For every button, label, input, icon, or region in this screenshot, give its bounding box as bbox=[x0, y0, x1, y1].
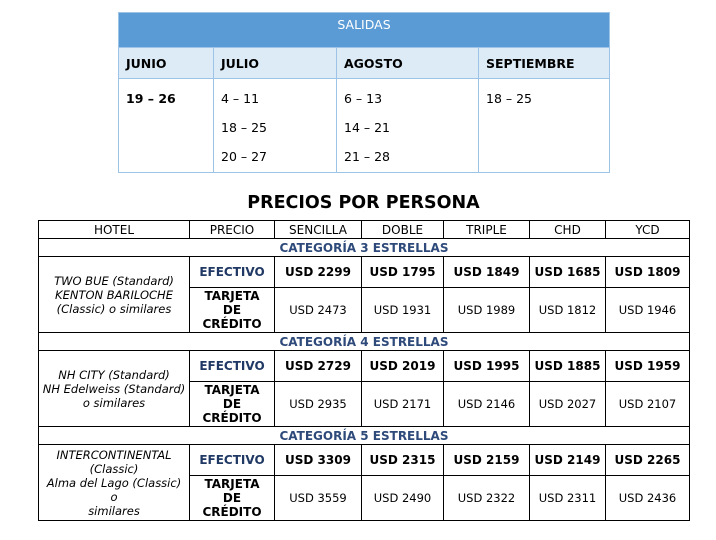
price-chd: USD 2027 bbox=[530, 382, 606, 427]
tarjeta-label-line: CRÉDITO bbox=[202, 505, 262, 519]
precios-title: PRECIOS POR PERSONA bbox=[247, 193, 480, 213]
date-range: 14 – 21 bbox=[344, 120, 391, 135]
date-range: 4 – 11 bbox=[221, 91, 260, 106]
salidas-months-row bbox=[119, 48, 610, 79]
price-sencilla: USD 2299 bbox=[275, 257, 362, 288]
tarjeta-label bbox=[190, 382, 275, 427]
col-triple: TRIPLE bbox=[444, 221, 530, 239]
price-sencilla: USD 2473 bbox=[275, 288, 362, 333]
category-title: CATEGORÍA 5 ESTRELLAS bbox=[39, 427, 690, 445]
hotel-cell bbox=[39, 257, 190, 333]
salidas-dates-row bbox=[119, 79, 610, 173]
tarjeta-label bbox=[190, 288, 275, 333]
month-septiembre: SEPTIEMBRE bbox=[479, 48, 610, 79]
tarjeta-label-line: DE bbox=[222, 303, 242, 317]
salidas-title: SALIDAS bbox=[119, 13, 610, 48]
hotel-line: TWO BUE (Standard) bbox=[54, 273, 174, 288]
price-ycd: USD 2265 bbox=[606, 445, 690, 476]
dates-julio bbox=[214, 79, 337, 173]
price-triple: USD 2159 bbox=[444, 445, 530, 476]
price-ycd: USD 1809 bbox=[606, 257, 690, 288]
hotel-line: o similares bbox=[82, 395, 146, 410]
price-doble: USD 1931 bbox=[362, 288, 444, 333]
price-sencilla: USD 3559 bbox=[275, 476, 362, 521]
price-chd: USD 2311 bbox=[530, 476, 606, 521]
price-ycd: USD 1946 bbox=[606, 288, 690, 333]
price-chd: USD 2149 bbox=[530, 445, 606, 476]
salidas-header-row bbox=[119, 13, 610, 48]
price-doble: USD 1795 bbox=[362, 257, 444, 288]
date-range: 20 – 27 bbox=[221, 149, 268, 164]
col-sencilla: SENCILLA bbox=[275, 221, 362, 239]
date-range: 19 – 26 bbox=[126, 91, 176, 106]
tarjeta-label-line: DE bbox=[222, 491, 242, 505]
price-chd: USD 1885 bbox=[530, 351, 606, 382]
category-row bbox=[39, 427, 690, 445]
precios-table bbox=[38, 220, 690, 521]
dates-septiembre bbox=[479, 79, 610, 173]
price-ycd: USD 2107 bbox=[606, 382, 690, 427]
date-range: 21 – 28 bbox=[344, 149, 391, 164]
efectivo-row bbox=[39, 445, 690, 476]
price-triple: USD 2146 bbox=[444, 382, 530, 427]
dates-agosto bbox=[337, 79, 479, 173]
hotel-cell bbox=[39, 445, 190, 521]
price-doble: USD 2490 bbox=[362, 476, 444, 521]
price-triple: USD 1995 bbox=[444, 351, 530, 382]
tarjeta-label-line: CRÉDITO bbox=[202, 411, 262, 425]
tarjeta-label-line: TARJETA bbox=[204, 383, 260, 397]
tarjeta-label-line: TARJETA bbox=[204, 477, 260, 491]
category-row bbox=[39, 239, 690, 257]
month-julio: JULIO bbox=[214, 48, 337, 79]
col-ycd: YCD bbox=[606, 221, 690, 239]
tarjeta-label-line: TARJETA bbox=[204, 289, 260, 303]
dates-junio bbox=[119, 79, 214, 173]
price-chd: USD 1685 bbox=[530, 257, 606, 288]
hotel-line: Alma del Lago (Classic) o bbox=[46, 475, 182, 504]
price-sencilla: USD 3309 bbox=[275, 445, 362, 476]
hotel-line: INTERCONTINENTAL bbox=[56, 447, 172, 462]
col-precio: PRECIO bbox=[190, 221, 275, 239]
price-ycd: USD 1959 bbox=[606, 351, 690, 382]
hotel-line: (Classic) bbox=[89, 461, 139, 476]
col-chd: CHD bbox=[530, 221, 606, 239]
hotel-line: similares bbox=[88, 503, 140, 518]
date-range: 18 – 25 bbox=[221, 120, 268, 135]
hotel-line: (Classic) o similares bbox=[56, 301, 172, 316]
efectivo-row bbox=[39, 351, 690, 382]
precios-header-row bbox=[39, 221, 690, 239]
category-row bbox=[39, 333, 690, 351]
date-range: 6 – 13 bbox=[344, 91, 383, 106]
tarjeta-label bbox=[190, 476, 275, 521]
price-sencilla: USD 2729 bbox=[275, 351, 362, 382]
month-agosto: AGOSTO bbox=[337, 48, 479, 79]
price-triple: USD 1849 bbox=[444, 257, 530, 288]
hotel-cell bbox=[39, 351, 190, 427]
price-chd: USD 1812 bbox=[530, 288, 606, 333]
price-doble: USD 2171 bbox=[362, 382, 444, 427]
category-title: CATEGORÍA 3 ESTRELLAS bbox=[39, 239, 690, 257]
price-triple: USD 2322 bbox=[444, 476, 530, 521]
hotel-line: NH Edelweiss (Standard) bbox=[42, 381, 186, 396]
price-ycd: USD 2436 bbox=[606, 476, 690, 521]
price-triple: USD 1989 bbox=[444, 288, 530, 333]
efectivo-label: EFECTIVO bbox=[190, 257, 275, 288]
efectivo-label: EFECTIVO bbox=[190, 445, 275, 476]
date-range: 18 – 25 bbox=[486, 91, 533, 106]
price-doble: USD 2019 bbox=[362, 351, 444, 382]
efectivo-row bbox=[39, 257, 690, 288]
col-hotel: HOTEL bbox=[39, 221, 190, 239]
price-sencilla: USD 2935 bbox=[275, 382, 362, 427]
tarjeta-label-line: DE bbox=[222, 397, 242, 411]
price-doble: USD 2315 bbox=[362, 445, 444, 476]
month-junio: JUNIO bbox=[119, 48, 214, 79]
col-doble: DOBLE bbox=[362, 221, 444, 239]
category-title: CATEGORÍA 4 ESTRELLAS bbox=[39, 333, 690, 351]
hotel-line: KENTON BARILOCHE bbox=[55, 287, 173, 302]
tarjeta-label-line: CRÉDITO bbox=[202, 317, 262, 331]
salidas-table bbox=[118, 12, 610, 173]
efectivo-label: EFECTIVO bbox=[190, 351, 275, 382]
hotel-line: NH CITY (Standard) bbox=[58, 367, 170, 382]
